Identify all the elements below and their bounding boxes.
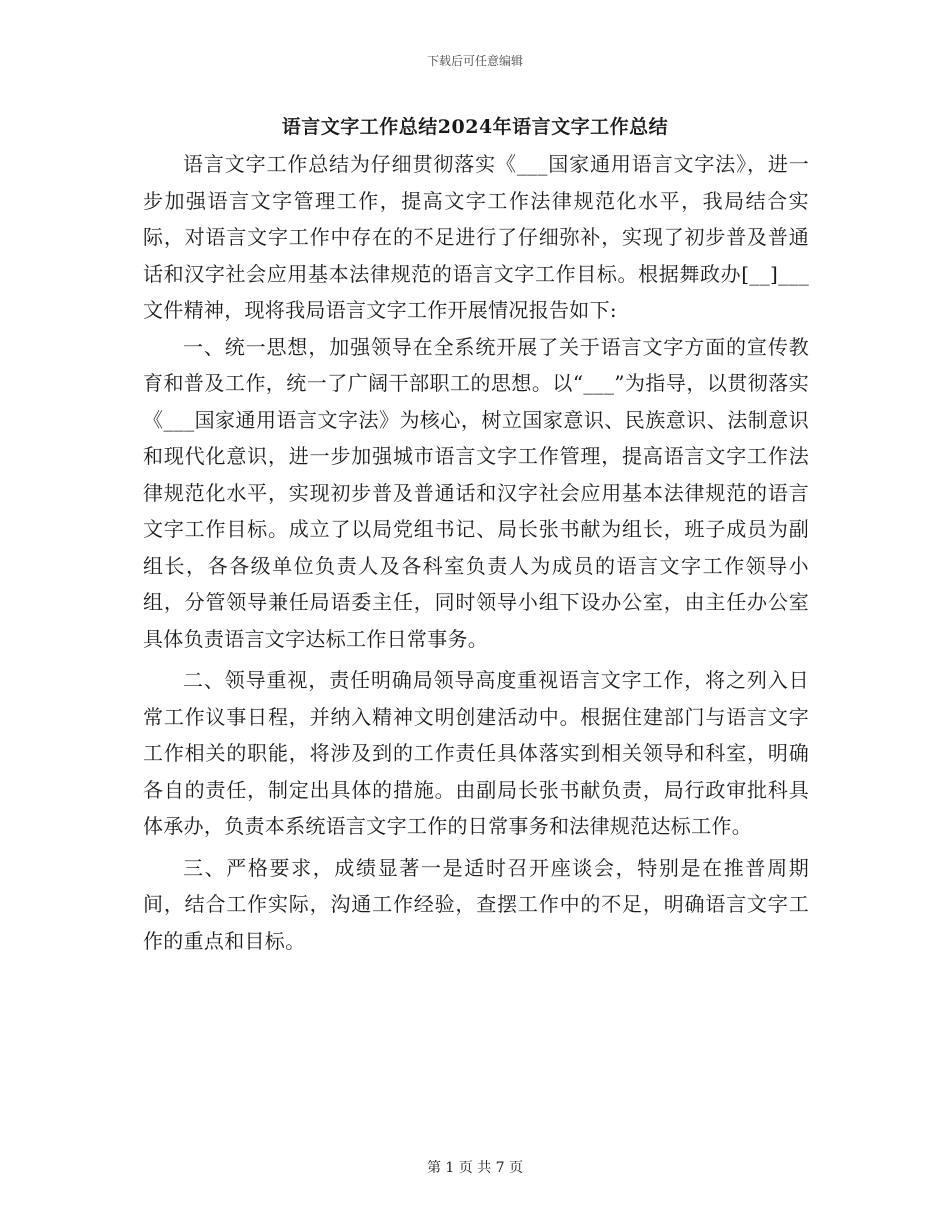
page-number: 第 1 页 共 7 页 (426, 1160, 524, 1176)
paragraph-intro: 语言文字工作总结为仔细贯彻落实《___国家通用语言文字法》，进一步加强语言文字管理工作，提高文字工作法律规范化水平，我局结合实际，对语言文字工作中存在的不足进行了仔细弥补，实现了初步普及普通话和汉字社会应用基本法律规范的语言文字工作目标。根据舞政办[__]___文件精神，现将我局语言文字工作开展情况报告如下: (143, 152, 809, 322)
paragraph-section-2: 二、领导重视，责任明确局领导高度重视语言文字工作，将之列入日常工作议事日程，并纳入精神文明创建活动中。根据住建部门与语言文字工作相关的职能，将涉及到的工作责任具体落实到相关领导和科室，明确各自的责任，制定出具体的措施。由副局长张书献负责，局行政审批科具体承办，负责本系统语言文字工作的日常事务和法律规范达标工作。 (143, 668, 809, 838)
document-body (143, 146, 809, 959)
paragraph-section-3: 三、严格要求，成绩显著一是适时召开座谈会，特别是在推普周期间，结合工作实际，沟通工作经验，查摆工作中的不足，明确语言文字工作的重点和目标。 (143, 855, 809, 953)
document-title: 语言文字工作总结2024年语言文字工作总结 (281, 116, 669, 138)
header-note: 下载后可任意编辑 (426, 54, 523, 68)
paragraph-section-1: 一、统一思想，加强领导在全系统开展了关于语言文字方面的宣传教育和普及工作，统一了广阔干部职工的思想。以“___”为指导，以贯彻落实《___国家通用语言文字法》为核心，树立国家意识、民族意识、法制意识和现代化意识，进一步加强城市语言文字工作管理，提高语言文字工作法律规范化水平，实现初步普及普通话和汉字社会应用基本法律规范的语言文字工作目标。成立了以局党组书记、局长张书献为组长，班子成员为副组长，各各级单位负责人及各科室负责人为成员的语言文字工作领导小组，分管领导兼任局语委主任，同时领导小组下设办公室，由主任办公室具体负责语言文字达标工作日常事务。 (143, 334, 809, 651)
